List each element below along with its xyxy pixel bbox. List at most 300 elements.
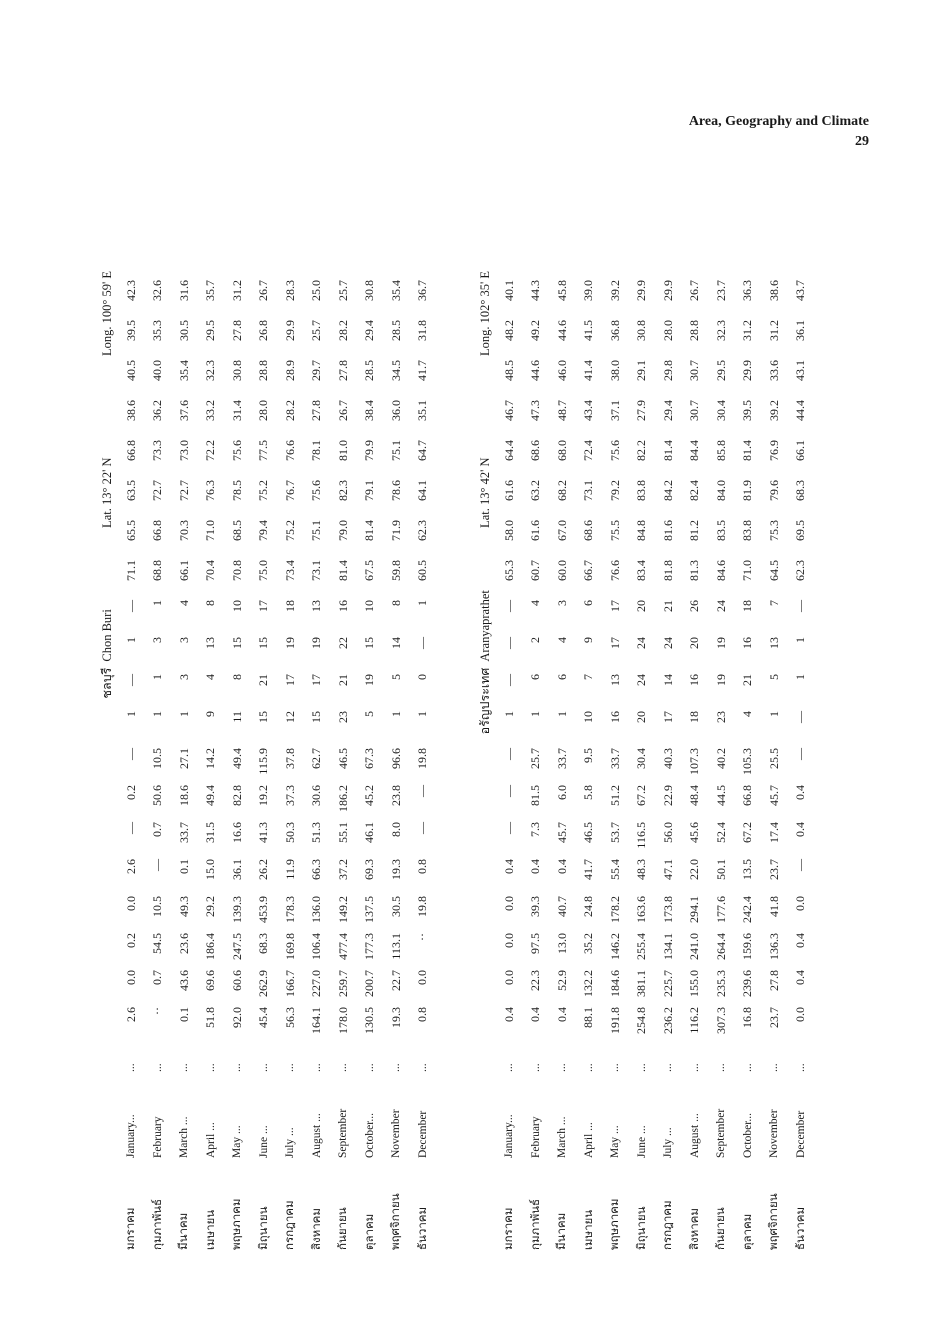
cell-value: 75.1	[388, 440, 403, 461]
page-header	[689, 112, 869, 152]
cell-value: 25.0	[309, 280, 324, 301]
cell-value: 35.1	[415, 400, 430, 421]
cell-value: 247.5	[229, 933, 244, 960]
cell-value: 76.9	[766, 440, 781, 461]
cell-value: 307.3	[713, 1007, 728, 1034]
cell-value: 0.7	[150, 970, 165, 985]
cell-value: 21	[740, 674, 755, 686]
cell-value: 32.3	[203, 360, 218, 381]
cell-value: —	[150, 859, 165, 871]
cell-value: 163.6	[634, 896, 649, 923]
cell-value: 82.4	[687, 480, 702, 501]
cell-value: 29.7	[309, 360, 324, 381]
cell-value: 1	[388, 711, 403, 717]
cell-value: 75.5	[607, 520, 622, 541]
month-name: February	[151, 1116, 164, 1158]
cell-value: 17	[607, 600, 622, 612]
cell-value: 37.1	[607, 400, 622, 421]
cell-value: 13	[766, 637, 781, 649]
cell-value: 18	[687, 711, 702, 723]
cell-value: 27.1	[176, 748, 191, 769]
cell-value: 200.7	[362, 970, 377, 997]
cell-value: 92.0	[229, 1007, 244, 1028]
cell-value: 177.6	[713, 896, 728, 923]
month-name: July ...	[662, 1127, 675, 1158]
cell-value: 30.4	[634, 748, 649, 769]
month-name: May ...	[231, 1125, 244, 1158]
cell-value: 88.1	[581, 1007, 596, 1028]
table-row	[145, 165, 172, 1250]
leader-dots: ...	[310, 1063, 323, 1072]
month-name: January...	[125, 1114, 138, 1158]
page-title: Area, Geography and Climate	[688, 114, 869, 129]
month-name: December	[794, 1110, 807, 1158]
table-row	[788, 165, 815, 1250]
cell-value: 6.0	[554, 785, 569, 800]
cell-value: 0.0	[793, 896, 808, 911]
month-thai: มิถุนายน	[257, 1206, 270, 1250]
cell-value: 60.6	[229, 970, 244, 991]
cell-value: 227.0	[309, 970, 324, 997]
cell-value: 16	[335, 600, 350, 612]
leader-dots: ...	[715, 1063, 728, 1072]
cell-value: 0.0	[123, 896, 138, 911]
cell-value: 51.2	[607, 785, 622, 806]
month-thai: กรกฎาคม	[662, 1200, 675, 1250]
cell-value: 44.6	[554, 320, 569, 341]
cell-value: 46.5	[581, 822, 596, 843]
cell-value: 0.0	[501, 933, 516, 948]
cell-value: 46.1	[362, 822, 377, 843]
month-thai: พฤษภาคม	[231, 1198, 244, 1250]
cell-value: 31.2	[229, 280, 244, 301]
leader-dots: ...	[363, 1063, 376, 1072]
month-name: November	[768, 1109, 781, 1158]
cell-value: 29.9	[740, 360, 755, 381]
cell-value: 27.8	[766, 970, 781, 991]
month-thai: ธันวาคม	[416, 1206, 429, 1250]
cell-value: 66.8	[740, 785, 755, 806]
cell-value: 41.7	[581, 859, 596, 880]
cell-value: 239.6	[740, 970, 755, 997]
cell-value: 33.7	[607, 748, 622, 769]
cell-value: —	[793, 859, 808, 871]
cell-value: 24	[713, 600, 728, 612]
cell-value: 28.8	[687, 320, 702, 341]
cell-value: 30.4	[713, 400, 728, 421]
cell-value: 0.4	[554, 1007, 569, 1022]
cell-value: 41.4	[581, 360, 596, 381]
table-row	[330, 165, 357, 1250]
cell-value: 0.4	[793, 970, 808, 985]
cell-value: 29.4	[362, 320, 377, 341]
cell-value: 28.5	[388, 320, 403, 341]
cell-value: 19	[713, 674, 728, 686]
leader-dots: ...	[741, 1063, 754, 1072]
cell-value: 2.6	[123, 859, 138, 874]
cell-value: 26.7	[335, 400, 350, 421]
month-name: October...	[741, 1112, 754, 1158]
climate-table	[96, 165, 876, 1250]
cell-value: 8	[203, 600, 218, 606]
cell-value: 50.3	[282, 822, 297, 843]
cell-value: 0.4	[501, 859, 516, 874]
cell-value: 79.1	[362, 480, 377, 501]
cell-value: 20	[687, 637, 702, 649]
cell-value: 116.5	[634, 822, 649, 849]
leader-dots: ...	[582, 1063, 595, 1072]
cell-value: 75.1	[309, 520, 324, 541]
cell-value: —	[501, 637, 516, 649]
leader-dots: ...	[529, 1063, 542, 1072]
cell-value: 85.8	[713, 440, 728, 461]
cell-value: 45.8	[554, 280, 569, 301]
cell-value: 17.4	[766, 822, 781, 843]
cell-value: 96.6	[388, 748, 403, 769]
cell-value: 255.4	[634, 933, 649, 960]
cell-value: 43.1	[793, 360, 808, 381]
cell-value: 69.5	[793, 520, 808, 541]
cell-value: 40.0	[150, 360, 165, 381]
cell-value: 40.7	[554, 896, 569, 917]
month-thai: มีนาคม	[556, 1212, 569, 1250]
cell-value: 76.3	[203, 480, 218, 501]
cell-value: 1	[793, 637, 808, 643]
cell-value: 115.9	[256, 748, 271, 775]
table-row	[171, 165, 198, 1250]
month-thai: มิถุนายน	[635, 1206, 648, 1250]
cell-value: 73.4	[282, 560, 297, 581]
cell-value: 0.8	[415, 1007, 430, 1022]
cell-value: 46.0	[554, 360, 569, 381]
cell-value: 13	[309, 600, 324, 612]
month-thai: พฤษภาคม	[609, 1198, 622, 1250]
cell-value: 73.1	[581, 480, 596, 501]
cell-value: 0.0	[501, 970, 516, 985]
leader-dots: ...	[231, 1063, 244, 1072]
cell-value: 81.0	[335, 440, 350, 461]
cell-value: 8	[229, 674, 244, 680]
cell-value: 26.2	[256, 859, 271, 880]
cell-value: 29.2	[203, 896, 218, 917]
cell-value: 31.5	[203, 822, 218, 843]
cell-value: 0.1	[176, 859, 191, 874]
month-thai: พฤศจิกายน	[768, 1193, 781, 1250]
month-thai: กันยายน	[715, 1207, 728, 1250]
cell-value: 50.6	[150, 785, 165, 806]
cell-value: 22	[335, 637, 350, 649]
cell-value: 75.6	[229, 440, 244, 461]
cell-value: 24	[660, 637, 675, 649]
cell-value: 20	[634, 600, 649, 612]
cell-value: 81.4	[740, 440, 755, 461]
table-row	[682, 165, 709, 1250]
cell-value: 254.8	[634, 1007, 649, 1034]
cell-value: 65.3	[501, 560, 516, 581]
page-number: 29	[855, 134, 869, 149]
cell-value: 30.8	[634, 320, 649, 341]
month-name: April ...	[204, 1122, 217, 1158]
cell-value: 21	[335, 674, 350, 686]
cell-value: 37.8	[282, 748, 297, 769]
table-row	[576, 165, 603, 1250]
cell-value: 39.2	[607, 280, 622, 301]
leader-dots: ...	[390, 1063, 403, 1072]
cell-value: 83.8	[740, 520, 755, 541]
table-row	[118, 165, 145, 1250]
cell-value: 3	[176, 637, 191, 643]
cell-value: 81.9	[740, 480, 755, 501]
month-thai: กรกฎาคม	[284, 1200, 297, 1250]
cell-value: 35.7	[203, 280, 218, 301]
table-row	[251, 165, 278, 1250]
month-thai: กุมภาพันธ์	[529, 1198, 542, 1250]
cell-value: —	[501, 822, 516, 834]
cell-value: 35.4	[176, 360, 191, 381]
leader-dots: ...	[503, 1063, 516, 1072]
month-thai: ตุลาคม	[741, 1213, 754, 1250]
cell-value: 23.7	[713, 280, 728, 301]
cell-value: 64.7	[415, 440, 430, 461]
leader-dots: ...	[178, 1063, 191, 1072]
table-row	[224, 165, 251, 1250]
station-latitude: Lat. 13° 42' N	[477, 457, 492, 528]
cell-value: 136.3	[766, 933, 781, 960]
cell-value: 9.5	[581, 748, 596, 763]
cell-value: 60.0	[554, 560, 569, 581]
cell-value: 68.3	[256, 933, 271, 954]
cell-value: —	[415, 637, 430, 649]
cell-value: 14	[388, 637, 403, 649]
cell-value: 68.8	[150, 560, 165, 581]
month-thai: มกราคม	[125, 1207, 138, 1250]
cell-value: 6	[528, 674, 543, 680]
cell-value: 72.4	[581, 440, 596, 461]
cell-value: 97.5	[528, 933, 543, 954]
cell-value: 0.4	[793, 785, 808, 800]
cell-value: 64.1	[415, 480, 430, 501]
cell-value: —	[123, 674, 138, 686]
cell-value: 25.7	[335, 280, 350, 301]
cell-value: —	[793, 711, 808, 723]
cell-value: 0.8	[415, 859, 430, 874]
cell-value: 16	[740, 637, 755, 649]
cell-value: 21	[256, 674, 271, 686]
table-row	[304, 165, 331, 1250]
cell-value: 76.6	[282, 440, 297, 461]
cell-value: 48.5	[501, 360, 516, 381]
cell-value: 5	[766, 674, 781, 680]
cell-value: 35.3	[150, 320, 165, 341]
cell-value: 46.7	[501, 400, 516, 421]
cell-value: 75.6	[607, 440, 622, 461]
cell-value: 14	[660, 674, 675, 686]
cell-value: 2.6	[123, 1007, 138, 1022]
cell-value: 69.3	[362, 859, 377, 880]
section-gap	[436, 165, 474, 1250]
cell-value: 44.6	[528, 360, 543, 381]
cell-value: 136.0	[309, 896, 324, 923]
cell-value: 0.4	[501, 1007, 516, 1022]
leader-dots: ...	[609, 1063, 622, 1072]
cell-value: 12	[282, 711, 297, 723]
cell-value: 19.8	[415, 748, 430, 769]
cell-value: 19.3	[388, 859, 403, 880]
cell-value: 17	[282, 674, 297, 686]
leader-dots: ...	[768, 1063, 781, 1072]
cell-value: 3	[150, 637, 165, 643]
month-name: June ...	[635, 1125, 648, 1158]
cell-value: 8.0	[388, 822, 403, 837]
cell-value: 65.5	[123, 520, 138, 541]
cell-value: 0.4	[793, 822, 808, 837]
cell-value: 70.4	[203, 560, 218, 581]
cell-value: 1	[123, 637, 138, 643]
cell-value: 24	[634, 674, 649, 686]
cell-value: 40.1	[501, 280, 516, 301]
cell-value: 79.9	[362, 440, 377, 461]
cell-value: 159.6	[740, 933, 755, 960]
cell-value: 33.6	[766, 360, 781, 381]
cell-value: —	[793, 748, 808, 760]
cell-value: 66.1	[793, 440, 808, 461]
cell-value: 5	[388, 674, 403, 680]
cell-value: 49.4	[203, 785, 218, 806]
month-thai: สิงหาคม	[310, 1208, 323, 1250]
cell-value: 28.2	[335, 320, 350, 341]
cell-value: 1	[150, 600, 165, 606]
cell-value: 178.3	[282, 896, 297, 923]
cell-value: 0.4	[793, 933, 808, 948]
cell-value: 25.7	[528, 748, 543, 769]
cell-value: 66.1	[176, 560, 191, 581]
cell-value: 1	[415, 600, 430, 606]
cell-value: 1	[123, 711, 138, 717]
cell-value: 75.6	[309, 480, 324, 501]
cell-value: 15	[256, 637, 271, 649]
cell-value: 235.3	[713, 970, 728, 997]
cell-value: 453.9	[256, 896, 271, 923]
cell-value: 66.8	[123, 440, 138, 461]
cell-value: 11	[229, 711, 244, 723]
cell-value: 81.5	[528, 785, 543, 806]
cell-value: 81.6	[660, 520, 675, 541]
cell-value: 17	[309, 674, 324, 686]
cell-value: 1	[528, 711, 543, 717]
cell-value: 137.5	[362, 896, 377, 923]
cell-value: 45.6	[687, 822, 702, 843]
cell-value: 36.2	[150, 400, 165, 421]
cell-value: 31.2	[766, 320, 781, 341]
cell-value: 0.0	[793, 1007, 808, 1022]
cell-value: 78.1	[309, 440, 324, 461]
cell-value: 66.8	[150, 520, 165, 541]
month-name: April ...	[582, 1122, 595, 1158]
month-thai: พฤศจิกายน	[390, 1193, 403, 1250]
cell-value: 9	[203, 711, 218, 717]
cell-value: 39.5	[740, 400, 755, 421]
cell-value: 68.3	[793, 480, 808, 501]
cell-value: 79.4	[256, 520, 271, 541]
cell-value: 29.9	[660, 280, 675, 301]
cell-value: 1	[415, 711, 430, 717]
cell-value: 42.3	[123, 280, 138, 301]
cell-value: 13	[607, 674, 622, 686]
cell-value: 4	[176, 600, 191, 606]
cell-value: 166.7	[282, 970, 297, 997]
cell-value: 19	[282, 637, 297, 649]
cell-value: 1	[176, 711, 191, 717]
cell-value: 30.8	[362, 280, 377, 301]
cell-value: 41.7	[415, 360, 430, 381]
cell-value: 37.2	[335, 859, 350, 880]
cell-value: —	[501, 785, 516, 797]
cell-value: 16	[687, 674, 702, 686]
cell-value: 236.2	[660, 1007, 675, 1034]
cell-value: 71.0	[203, 520, 218, 541]
cell-value: 4	[528, 600, 543, 606]
leader-dots: ...	[635, 1063, 648, 1072]
table-row	[357, 165, 384, 1250]
cell-value: 48.3	[634, 859, 649, 880]
cell-value: 29.4	[660, 400, 675, 421]
month-name: August ...	[688, 1113, 701, 1158]
cell-value: 84.8	[634, 520, 649, 541]
cell-value: 1	[766, 711, 781, 717]
cell-value: 31.4	[229, 400, 244, 421]
cell-value: 4	[203, 674, 218, 680]
cell-value: 164.1	[309, 1007, 324, 1034]
cell-value: 0.2	[123, 785, 138, 800]
cell-value: 17	[607, 637, 622, 649]
cell-value: 75.3	[766, 520, 781, 541]
cell-value: 130.5	[362, 1007, 377, 1034]
cell-value: 67.5	[362, 560, 377, 581]
leader-dots: ...	[416, 1063, 429, 1072]
month-name: June ...	[257, 1125, 270, 1158]
cell-value: 82.2	[634, 440, 649, 461]
cell-value: 0.1	[176, 1007, 191, 1022]
month-name: January...	[503, 1114, 516, 1158]
cell-value: 39.5	[123, 320, 138, 341]
cell-value: 66.3	[309, 859, 324, 880]
cell-value: 8	[388, 600, 403, 606]
cell-value: 31.6	[176, 280, 191, 301]
cell-value: 0.4	[528, 1007, 543, 1022]
cell-value: 18	[282, 600, 297, 612]
cell-value: 0.2	[123, 933, 138, 948]
table-row	[383, 165, 410, 1250]
cell-value: 41.3	[256, 822, 271, 843]
cell-value: 1	[150, 711, 165, 717]
cell-value: 75.2	[282, 520, 297, 541]
cell-value: 186.2	[335, 785, 350, 812]
cell-value: 44.3	[528, 280, 543, 301]
cell-value: 78.5	[229, 480, 244, 501]
cell-value: 30.7	[687, 360, 702, 381]
cell-value: 1	[554, 711, 569, 717]
cell-value: 113.1	[388, 933, 403, 960]
cell-value: 68.0	[554, 440, 569, 461]
cell-value: 23.6	[176, 933, 191, 954]
cell-value: 70.8	[229, 560, 244, 581]
cell-value: 36.0	[388, 400, 403, 421]
cell-value: 81.4	[362, 520, 377, 541]
cell-value: 36.8	[607, 320, 622, 341]
cell-value: 76.6	[607, 560, 622, 581]
cell-value: 47.1	[660, 859, 675, 880]
station-longitude: Long. 100° 59' E	[99, 271, 114, 357]
